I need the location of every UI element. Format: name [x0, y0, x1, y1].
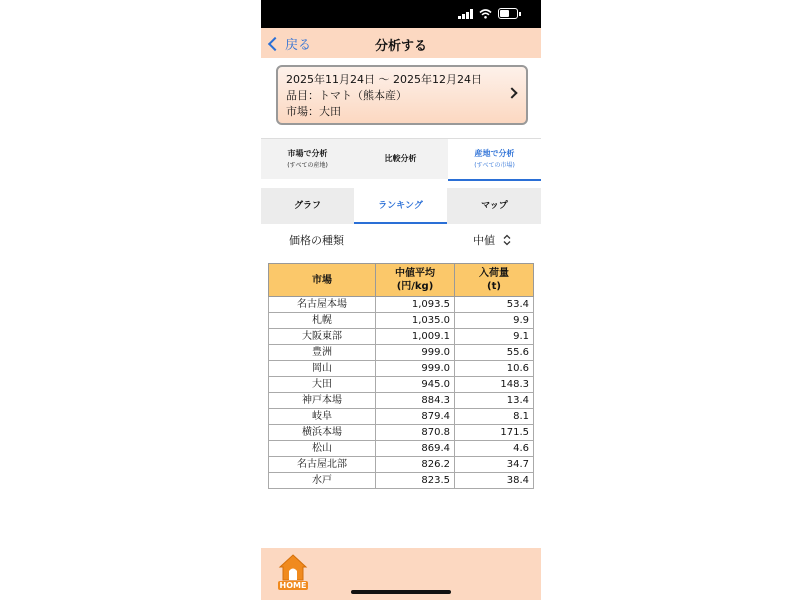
price-cell: 823.5 — [376, 473, 455, 489]
market-cell: 大阪東部 — [269, 329, 376, 345]
price-cell: 869.4 — [376, 441, 455, 457]
status-bar — [261, 0, 541, 28]
table-row[interactable] — [269, 377, 534, 393]
tab-market-analysis[interactable] — [261, 139, 354, 179]
home-label: HOME — [279, 581, 307, 590]
price-cell: 1,009.1 — [376, 329, 455, 345]
tab-label: 市場で分析 — [287, 149, 328, 158]
price-cell: 999.0 — [376, 361, 455, 377]
market-line: 市場：大田 — [286, 105, 341, 118]
page-title: 分析する — [374, 39, 427, 54]
market-cell: 岡山 — [269, 361, 376, 377]
volume-cell: 38.4 — [455, 473, 534, 489]
volume-cell: 8.1 — [455, 409, 534, 425]
search-condition-card[interactable] — [276, 65, 528, 125]
table-row[interactable] — [269, 409, 534, 425]
tab-origin-analysis[interactable] — [448, 139, 541, 181]
table-row[interactable] — [269, 361, 534, 377]
volume-cell: 148.3 — [455, 377, 534, 393]
view-tabs — [261, 188, 541, 224]
price-cell: 999.0 — [376, 345, 455, 361]
volume-header-line1: 入荷量 — [479, 268, 509, 279]
price-cell: 945.0 — [376, 377, 455, 393]
date-range: 2025年11月24日 〜 2025年12月24日 — [286, 73, 482, 86]
table-row[interactable] — [269, 441, 534, 457]
volume-cell: 55.6 — [455, 345, 534, 361]
tab-sublabel: (すべての産地) — [287, 162, 328, 169]
back-label: 戻る — [285, 38, 312, 53]
volume-header-line2: (t) — [487, 281, 501, 292]
market-cell: 松山 — [269, 441, 376, 457]
market-cell: 大田 — [269, 377, 376, 393]
price-cell: 826.2 — [376, 457, 455, 473]
cellular-signal-icon — [458, 9, 473, 19]
price-cell: 884.3 — [376, 393, 455, 409]
column-header-market: 市場 — [269, 264, 376, 297]
price-cell: 1,093.5 — [376, 297, 455, 313]
volume-cell: 9.9 — [455, 313, 534, 329]
table-row[interactable] — [269, 457, 534, 473]
table-row[interactable] — [269, 313, 534, 329]
market-cell: 水戸 — [269, 473, 376, 489]
tab-sublabel: (すべての市場) — [474, 162, 515, 169]
house-icon — [278, 553, 308, 581]
battery-icon — [498, 8, 518, 19]
volume-cell: 53.4 — [455, 297, 534, 313]
wifi-icon — [479, 9, 492, 19]
price-header-line2: (円/kg) — [396, 281, 434, 292]
tab-label: 産地で分析 — [474, 149, 515, 158]
table-row[interactable] — [269, 329, 534, 345]
column-header-price — [376, 264, 455, 297]
price-type-label: 価格の種類 — [289, 234, 344, 247]
market-cell: 横浜本場 — [269, 425, 376, 441]
volume-cell: 171.5 — [455, 425, 534, 441]
price-type-row — [261, 232, 541, 250]
table-row[interactable] — [269, 473, 534, 489]
volume-cell: 9.1 — [455, 329, 534, 345]
table-row[interactable] — [269, 297, 534, 313]
price-cell: 1,035.0 — [376, 313, 455, 329]
home-indicator — [351, 590, 451, 594]
nav-bar — [261, 28, 541, 58]
home-button[interactable] — [278, 553, 308, 593]
price-header-line1: 中値平均 — [395, 268, 435, 279]
tab-label: 比較分析 — [384, 154, 417, 163]
market-cell: 神戸本場 — [269, 393, 376, 409]
table-row[interactable] — [269, 345, 534, 361]
tab-graph[interactable]: グラフ — [293, 201, 321, 211]
tab-map[interactable]: マップ — [481, 201, 508, 211]
price-cell: 879.4 — [376, 409, 455, 425]
market-cell: 岐阜 — [269, 409, 376, 425]
volume-cell: 34.7 — [455, 457, 534, 473]
chevron-right-icon — [506, 87, 517, 98]
ranking-table — [268, 263, 534, 489]
market-cell: 豊洲 — [269, 345, 376, 361]
market-cell: 名古屋本場 — [269, 297, 376, 313]
market-cell: 札幌 — [269, 313, 376, 329]
market-cell: 名古屋北部 — [269, 457, 376, 473]
column-header-volume — [455, 264, 534, 297]
price-cell: 870.8 — [376, 425, 455, 441]
volume-cell: 4.6 — [455, 441, 534, 457]
ranking-scroll-area[interactable] — [261, 263, 541, 493]
analysis-mode-tabs — [261, 138, 541, 179]
volume-cell: 10.6 — [455, 361, 534, 377]
table-row[interactable] — [269, 393, 534, 409]
volume-cell: 13.4 — [455, 393, 534, 409]
price-type-select[interactable]: 中値 — [473, 234, 495, 247]
table-row[interactable] — [269, 425, 534, 441]
tab-comparison-analysis[interactable] — [354, 139, 447, 179]
chevron-up-down-icon[interactable] — [502, 234, 512, 246]
tab-ranking[interactable]: ランキング — [354, 188, 447, 224]
phone-screen — [261, 0, 541, 600]
item-line: 品目：トマト（熊本産） — [286, 89, 407, 102]
